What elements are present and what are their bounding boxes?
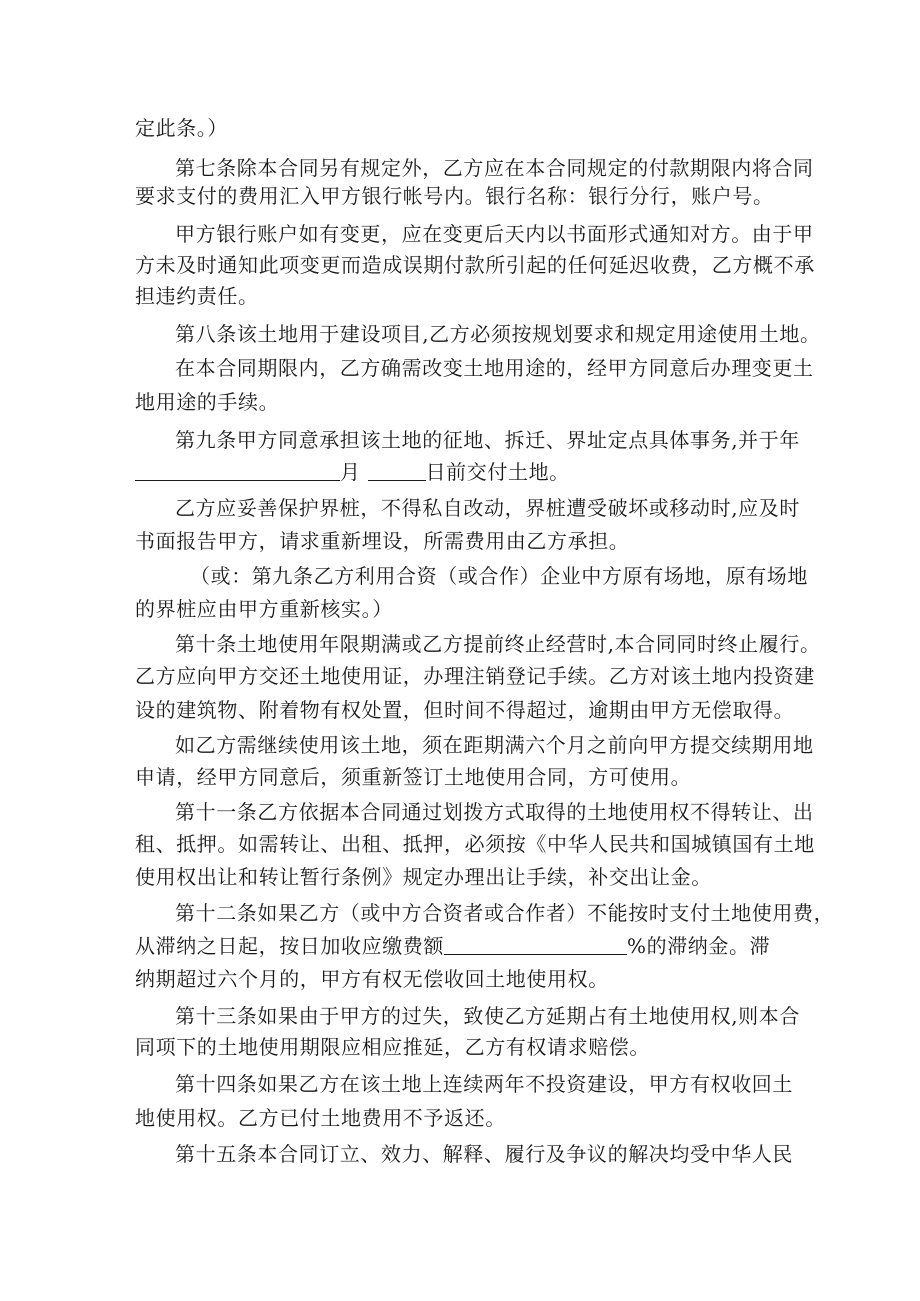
article12-penalty-line — [135, 932, 770, 960]
text-line: 申请，经甲方同意后，须重新签订土地使用合同，方可使用。 — [135, 765, 692, 789]
text-line: 的界桩应由甲方重新核实。） — [135, 597, 393, 621]
penalty-prefix: 从滞纳之日起，按日加收应缴费额 — [135, 934, 444, 958]
day-label: 日前交付土地。 — [425, 460, 570, 484]
text-line: 纳期超过六个月的，甲方有权无偿收回土地使用权。 — [135, 967, 609, 991]
year-month-blank — [135, 460, 340, 481]
text-line: 第十三条如果由于甲方的过失，致使乙方延期占有土地使用权,则本合 — [175, 1004, 800, 1028]
text-line: 书面报告甲方，请求重新埋设，所需费用由乙方承担。 — [135, 529, 630, 553]
text-line: 租、抵押。如需转让、出租、抵押，必须按《中华人民共和国城镇国有土地 — [135, 832, 815, 856]
text-line: 要求支付的费用汇入甲方银行帐号内。银行名称：银行分行，账户号。 — [135, 184, 774, 208]
text-line: 第十条土地使用年限期满或乙方提前终止经营时,本合同同时终止履行。 — [175, 632, 821, 656]
text-line: 方未及时通知此项变更而造成误期付款所引起的任何延迟收费，乙方概不承 — [135, 253, 815, 277]
day-blank — [368, 460, 426, 481]
text-line: 使用权出让和转让暂行条例》规定办理出让手续，补交出让金。 — [135, 865, 712, 889]
text-line: 第九条甲方同意承担该土地的征地、拆迁、界址定点具体事务,并于年 — [175, 428, 800, 452]
text-line: 在本合同期限内，乙方确需改变土地用途的，经甲方同意后办理变更土 — [175, 356, 814, 380]
penalty-suffix: %的滞纳金。滞 — [627, 934, 771, 958]
text-line: 第十二条如果乙方（或中方合资者或合作者）不能按时支付土地使用费， — [175, 901, 835, 925]
text-line: 乙方应妥善保护界桩，不得私自改动，界桩遭受破坏或移动时,应及时 — [175, 496, 800, 520]
text-line: 第七条除本合同另有规定外，乙方应在本合同规定的付款期限内将合同 — [175, 156, 814, 180]
text-line: 第八条该土地用于建设项目,乙方必须按规划要求和规定用途使用土地。 — [175, 322, 821, 346]
text-line: 设的建筑物、附着物有权处置，但时间不得超过，逾期由甲方无偿取得。 — [135, 698, 795, 722]
text-line: 第十四条如果乙方在该土地上连续两年不投资建设，甲方有权收回土 — [175, 1072, 793, 1096]
text-line: 第十一条乙方依据本合同通过划拨方式取得的土地使用权不得转让、出 — [175, 800, 814, 824]
text-line: 甲方银行账户如有变更，应在变更后天内以书面形式通知对方。由于甲 — [175, 222, 814, 246]
text-line: （或：第九条乙方利用合资（或合作）企业中方原有场地，原有场地 — [190, 564, 808, 588]
text-line: 定此条。） — [135, 116, 228, 140]
text-line: 第十五条本合同订立、效力、解释、履行及争议的解决均受中华人民 — [175, 1142, 793, 1166]
month-label: 月 — [340, 460, 361, 484]
text-line: 地使用权。乙方已付土地费用不予返还。 — [135, 1106, 506, 1130]
article9-date-line — [135, 458, 570, 486]
text-line: 担违约责任。 — [135, 284, 259, 308]
text-line: 乙方应向甲方交还土地使用证，办理注销登记手续。乙方对该土地内投资建 — [135, 664, 815, 688]
penalty-rate-blank — [444, 934, 627, 955]
text-line: 同项下的土地使用期限应相应推延，乙方有权请求赔偿。 — [135, 1035, 650, 1059]
text-line: 地用途的手续。 — [135, 390, 280, 414]
text-line: 如乙方需继续使用该土地，须在距期满六个月之前向甲方提交续期用地 — [175, 733, 814, 757]
